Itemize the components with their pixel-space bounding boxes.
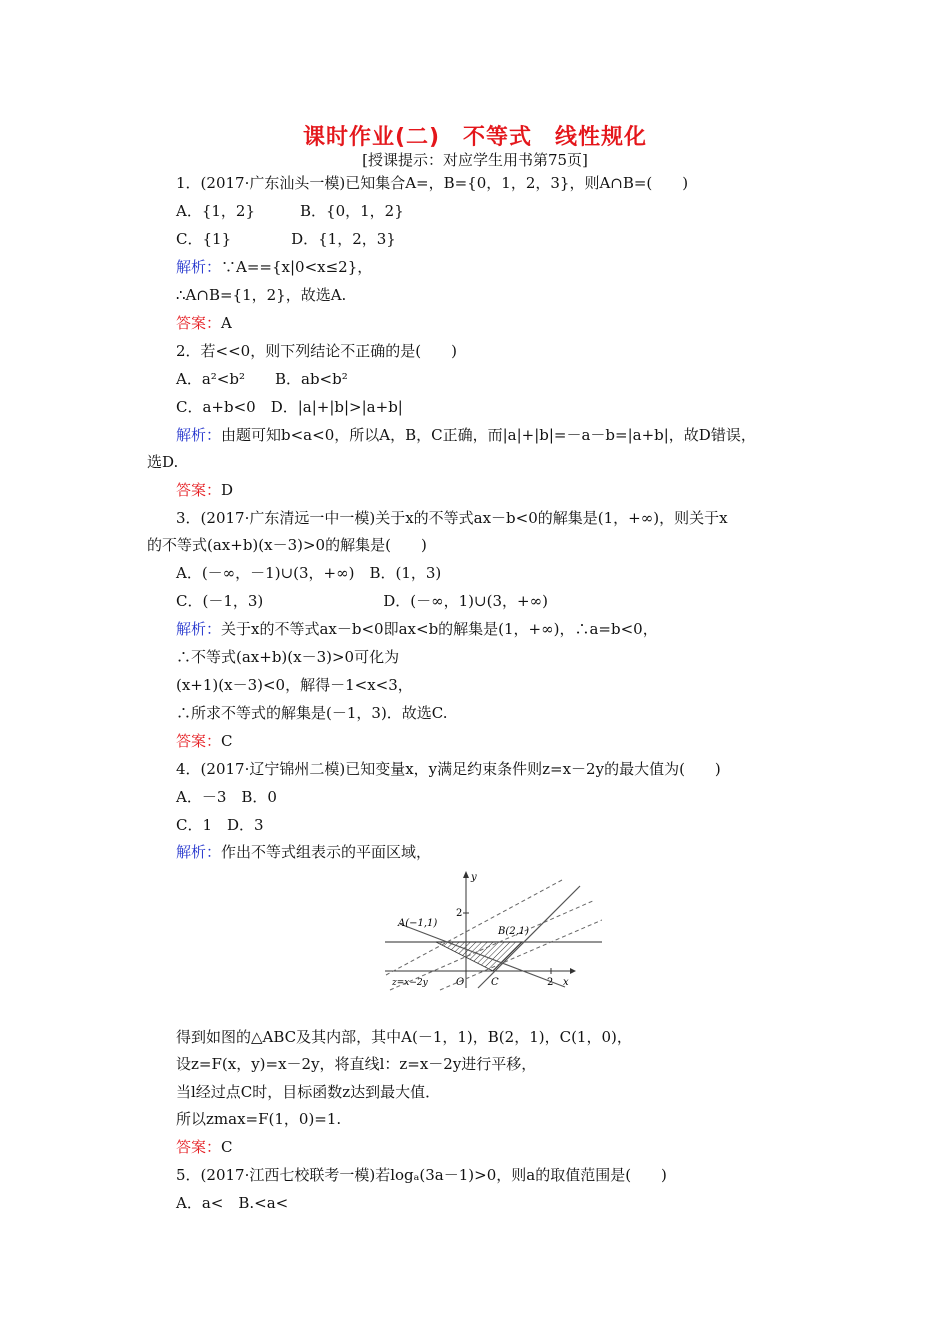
q1-step: ∴A∩B={1，2}，故选A. [176,286,347,304]
y-axis-label: y [471,872,477,883]
q4-step-1: 得到如图的△ABC及其内部，其中A(－1，1)，B(2，1)，C(1，0)， [176,1028,632,1046]
q5-stem: 5．(2017·江西七校联考一模)若logₐ(3a－1)>0，则a的取值范围是( ) [176,1166,667,1184]
feasible-region-figure [380,868,602,993]
answer-label: 答案： [176,481,222,499]
q3-answer-text: C [221,732,233,750]
q4-step-3: 当l经过点C时，目标函数z达到最大值． [176,1083,441,1101]
q3-options-ab: A．(－∞，－1)∪(3，+∞) B．(1，3) [176,564,442,582]
q2-analysis-cont: 选D. [147,453,179,471]
analysis-label: 解析： [176,258,222,276]
q4-answer-text: C [221,1138,233,1156]
q1-answer-text: A [221,314,232,332]
q2-stem: 2．若<<0，则下列结论不正确的是( ) [176,342,457,360]
analysis-label: 解析： [176,843,222,861]
answer-label: 答案： [176,1138,222,1156]
q2-options-cd: C．a+b<0 D．|a|+|b|>|a+b| [176,398,403,416]
q4-step-4: 所以zmax=F(1，0)=1. [176,1110,342,1128]
q3-analysis-text: 关于x的不等式ax－b<0即ax<b的解集是(1，+∞)，∴a=b<0， [221,620,658,638]
q1-analysis [176,257,372,277]
q4-options-cd: C．1 D．3 [176,816,264,834]
q2-analysis-text: 由题可知b<a<0，所以A，B，C正确，而|a|+|b|=－a－b=|a+b|，故D错误， [221,426,756,444]
q5-options-ab: A．a< B.<a< [176,1194,289,1212]
analysis-label: 解析： [176,620,222,638]
q1-analysis-text: ∵A=={x|0<x≤2}， [221,258,373,276]
q1-stem: 1．(2017·广东汕头一模)已知集合A=，B={0，1，2，3}，则A∩B=( ) [176,174,689,192]
q3-analysis [176,619,658,639]
q2-options-ab: A．a²<b² B．ab<b² [176,370,348,388]
q2-answer-text: D [221,481,234,499]
q3-options-cd: C．(－1，3) D．(－∞，1)∪(3，+∞) [176,592,548,610]
page-hint: [授课提示：对应学生用书第75页] [362,151,588,169]
q3-step-3: ∴所求不等式的解集是(－1，3)．故选C. [176,704,448,722]
q4-stem: 4．(2017·辽宁锦州二模)已知变量x，y满足约束条件则z=x－2y的最大值为( ) [176,760,721,778]
origin-label: O [456,977,465,988]
q4-options-ab: A．－3 B．0 [176,788,277,806]
q3-stem-cont: 的不等式(ax+b)(x－3)>0的解集是( ) [147,536,427,554]
answer-label: 答案： [176,314,222,332]
objective-line-label: z=x−2y [392,978,428,988]
q2-analysis [176,425,756,445]
q3-answer [176,731,233,751]
x-axis-label: x [563,977,569,988]
x-tick-label: 2 [547,977,554,988]
y-tick-label: 2 [456,908,463,919]
q1-answer [176,313,232,333]
q3-stem: 3．(2017·广东清远一中一模)关于x的不等式ax－b<0的解集是(1，+∞)，则关于x [176,509,728,527]
q3-step-2: (x+1)(x－3)<0，解得－1<x<3， [176,676,413,694]
point-c-label: C [491,977,499,988]
x-axis-arrow [570,968,576,974]
y-axis-arrow [463,871,469,878]
q4-analysis [176,842,431,862]
q3-step-1: ∴不等式(ax+b)(x－3)>0可化为 [176,648,400,666]
q4-step-2: 设z=F(x，y)=x－2y，将直线l：z=x－2y进行平移， [176,1055,537,1073]
point-b-label: B(2,1) [498,926,530,937]
q1-options-ab: A．{1，2} B．{0，1，2} [176,202,404,220]
page-title: 课时作业(二) 不等式 线性规化 [302,125,648,150]
answer-label: 答案： [176,732,222,750]
q1-options-cd: C．{1} D．{1，2，3} [176,230,396,248]
analysis-label: 解析： [176,426,222,444]
q4-answer [176,1137,233,1157]
q2-answer [176,480,233,500]
point-a-label: A(−1,1) [398,918,438,929]
q4-analysis-text: 作出不等式组表示的平面区域， [221,843,432,861]
